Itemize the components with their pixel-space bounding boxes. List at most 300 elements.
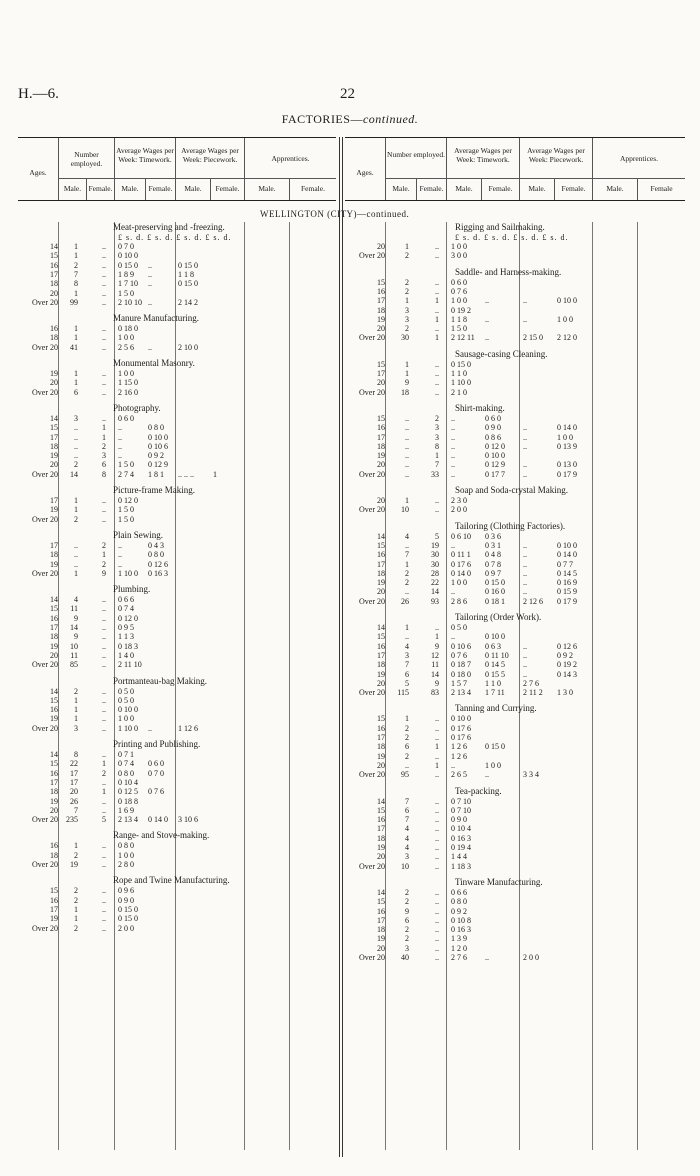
age-cell: Over 20 (32, 660, 58, 670)
female-count-cell: 1 (102, 550, 106, 560)
female-count-cell: .. (102, 886, 106, 896)
table-row (345, 724, 685, 733)
table-row (345, 251, 685, 260)
table-row (345, 242, 685, 251)
male-count-cell: 1 (74, 369, 78, 378)
timework-male-cell: 0 9 5 (118, 623, 134, 632)
female-count-cell: .. (435, 751, 439, 761)
female-count-cell: .. (102, 796, 106, 806)
age-cell: 15 (377, 714, 385, 724)
timework-male-cell: 0 7 1 (118, 750, 134, 759)
table-row (345, 324, 685, 333)
section-title: Monumental Masonry. (113, 358, 195, 368)
male-count-cell: .. (74, 451, 78, 461)
female-count-cell: .. (435, 305, 439, 315)
age-cell: 16 (50, 768, 58, 778)
timework-male-cell: 1 0 0 (451, 296, 467, 306)
piecework-male-cell: 3 3 4 (523, 770, 539, 780)
timework-male-cell: 1 10 0 (451, 378, 471, 388)
timework-male-cell: 0 12 0 (118, 613, 138, 623)
age-cell: 15 (377, 632, 385, 642)
table-row (345, 752, 685, 761)
age-cell: Over 20 (359, 770, 385, 780)
table-row (345, 496, 685, 505)
piecework-male-cell: 2 14 2 (178, 297, 198, 307)
male-count-cell: .. (405, 432, 409, 442)
timework-male-cell: 0 18 0 (118, 324, 138, 334)
section-title: Plain Sewing. (113, 529, 164, 540)
table-row (18, 251, 336, 260)
male-count-cell: 85 (70, 660, 78, 670)
male-count-cell: 20 (70, 787, 78, 797)
female-count-cell: 3 (435, 432, 439, 442)
male-count-cell: .. (405, 460, 409, 470)
male-subheader: Male. (121, 184, 139, 193)
male-count-cell: 2 (405, 568, 409, 578)
ages-header: Ages. (356, 168, 374, 177)
female-count-cell: .. (435, 251, 439, 261)
piecework-male-cell: .. (523, 650, 527, 660)
table-row (345, 423, 685, 432)
age-cell: 18 (377, 441, 385, 451)
section-title: Portmanteau-bag Making. (113, 675, 207, 686)
table-row (18, 442, 336, 451)
timework-female-cell: 0 4 3 (148, 540, 164, 550)
piecework-male-cell: .. (523, 314, 527, 324)
male-count-cell: 7 (74, 269, 78, 279)
male-count-cell: 26 (401, 596, 409, 606)
table-row (345, 834, 685, 843)
table-row (18, 750, 336, 759)
male-count-cell: .. (405, 451, 409, 461)
male-count-cell: 4 (405, 824, 409, 834)
timework-female-cell: 0 10 6 (148, 441, 168, 451)
male-count-cell: 2 (74, 850, 78, 860)
piecework-header: Average Wages per Week: Piecework. (527, 146, 585, 164)
age-cell: 19 (377, 934, 385, 944)
female-count-cell: 1 (435, 760, 439, 770)
timework-male-cell: 1 2 0 (451, 943, 467, 953)
table-row (18, 651, 336, 660)
age-cell: Over 20 (32, 387, 58, 397)
male-count-cell: 2 (74, 895, 78, 905)
timework-male-cell: .. (451, 540, 455, 550)
male-count-cell: .. (74, 559, 78, 569)
timework-male-cell: 0 17 6 (451, 723, 471, 733)
timework-female-cell: 0 12 0 (485, 441, 505, 451)
female-count-cell: .. (435, 286, 439, 296)
timework-male-cell: 0 15 0 (118, 904, 138, 914)
age-cell: 19 (377, 843, 385, 852)
age-cell: 14 (377, 531, 385, 541)
female-count-cell: .. (435, 833, 439, 843)
piecework-female-cell: 0 17 9 (557, 469, 577, 479)
timework-male-cell: 0 8 0 (451, 897, 467, 907)
table-row (345, 953, 685, 962)
female-count-cell: 8 (102, 469, 106, 479)
timework-male-cell: 0 7 10 (451, 805, 471, 815)
female-count-cell: .. (435, 277, 439, 287)
age-cell: 19 (377, 669, 385, 679)
age-cell: 19 (377, 314, 385, 324)
timework-male-cell: 0 7 6 (451, 286, 467, 296)
table-row (345, 862, 685, 871)
age-cell: 19 (50, 559, 58, 569)
timework-male-cell: 2 0 0 (118, 923, 134, 933)
female-count-cell: .. (435, 897, 439, 907)
timework-male-cell: .. (451, 423, 455, 433)
female-count-cell: .. (102, 595, 106, 605)
table-row (18, 505, 336, 514)
section-title: Soap and Soda-crystal Making. (455, 485, 568, 495)
piecework-female-cell: 0 15 9 (557, 587, 577, 597)
timework-female-cell: .. (148, 342, 152, 352)
table-row (345, 632, 685, 641)
timework-male-cell: 2 16 0 (118, 387, 138, 397)
female-count-cell: .. (102, 623, 106, 632)
piecework-female-cell: 0 17 9 (557, 596, 577, 606)
timework-female-cell: 0 10 0 (485, 451, 505, 461)
male-count-cell: 1 (74, 288, 78, 298)
timework-female-cell: 0 6 0 (148, 759, 164, 769)
age-cell: 20 (377, 760, 385, 770)
male-count-cell: 7 (74, 805, 78, 815)
timework-male-cell: 1 2 6 (451, 742, 467, 752)
age-cell: 17 (377, 915, 385, 925)
age-cell: 15 (377, 897, 385, 907)
male-count-cell: 8 (74, 279, 78, 289)
timework-male-cell: 2 11 10 (118, 660, 142, 670)
table-row (18, 778, 336, 787)
timework-male-cell: 1 7 10 (118, 279, 138, 289)
piecework-female-cell: 0 10 0 (557, 540, 577, 550)
female-count-cell: .. (102, 342, 106, 352)
timework-male-cell: 0 7 0 (118, 242, 134, 251)
male-count-cell: 7 (405, 796, 409, 806)
female-count-cell: .. (102, 242, 106, 251)
piecework-female-cell: 0 14 5 (557, 568, 577, 578)
male-count-cell: .. (74, 423, 78, 433)
age-cell: 15 (377, 413, 385, 423)
timework-male-cell: 1 0 0 (118, 333, 134, 343)
timework-male-cell: .. (118, 441, 122, 451)
piecework-female-cell: 0 7 7 (557, 559, 573, 569)
female-count-cell: .. (435, 505, 439, 515)
section-title: Tinware Manufacturing. (455, 876, 543, 887)
male-count-cell: 2 (74, 460, 78, 470)
table-row (345, 460, 685, 469)
male-count-cell: 10 (401, 505, 409, 515)
female-count-cell: .. (102, 850, 106, 860)
ages-header: Ages. (29, 168, 47, 177)
timework-male-cell: 0 16 3 (451, 925, 471, 935)
age-cell: 15 (377, 359, 385, 369)
male-count-cell: 1 (405, 623, 409, 632)
female-count-cell: 3 (102, 451, 106, 461)
female-count-cell: 1 (435, 296, 439, 306)
timework-male-cell: 2 13 4 (118, 815, 138, 825)
female-count-cell: .. (102, 378, 106, 388)
female-count-cell: .. (102, 632, 106, 642)
age-cell: 18 (50, 787, 58, 797)
section-title: Tailoring (Clothing Factories). (455, 520, 566, 531)
male-count-cell: 14 (70, 469, 78, 479)
timework-male-cell: 1 0 0 (451, 242, 467, 251)
timework-female-cell: 1 8 1 (148, 469, 164, 479)
timework-male-cell: 1 0 0 (118, 714, 134, 724)
female-count-cell: 1 (435, 333, 439, 343)
male-count-cell: 2 (405, 286, 409, 296)
female-count-cell: .. (102, 895, 106, 905)
age-cell: 17 (377, 733, 385, 742)
age-cell: 20 (50, 460, 58, 470)
timework-male-cell: 2 8 6 (451, 596, 467, 606)
female-count-cell: .. (102, 279, 106, 289)
page-series-label: H.—6. (18, 86, 59, 102)
timework-male-cell: 1 1 8 (451, 314, 467, 324)
female-count-cell: 11 (431, 660, 439, 670)
right-column-header (345, 137, 685, 201)
table-row (18, 851, 336, 860)
male-count-cell: .. (74, 550, 78, 560)
table-row (18, 860, 336, 869)
timework-male-cell: 0 6 6 (118, 595, 134, 605)
currency-units-header: £ s. d. £ s. d. £ s. d. £ s. d. (118, 233, 232, 242)
age-cell: 16 (377, 423, 385, 433)
female-count-cell: .. (102, 923, 106, 933)
male-count-cell: 17 (70, 777, 78, 787)
age-cell: 14 (50, 413, 58, 423)
timework-male-cell: 0 5 0 (451, 623, 467, 632)
male-count-cell: 3 (405, 943, 409, 953)
timework-male-cell: 0 19 4 (451, 843, 471, 852)
piecework-female-cell: 0 14 3 (557, 669, 577, 679)
male-subheader: Male. (392, 184, 410, 193)
timework-male-cell: 0 14 0 (451, 568, 471, 578)
female-subheader: Female (650, 184, 673, 193)
age-cell: 16 (377, 815, 385, 825)
age-cell: 19 (377, 578, 385, 588)
female-count-cell: .. (435, 843, 439, 852)
timework-female-cell: .. (148, 723, 152, 733)
female-count-cell: 12 (431, 650, 439, 660)
piecework-male-cell: .. (523, 641, 527, 651)
age-cell: 14 (377, 887, 385, 897)
age-cell: 20 (377, 324, 385, 334)
table-row (18, 451, 336, 460)
table-row (18, 388, 336, 397)
timework-male-cell: 0 15 0 (118, 914, 138, 924)
table-row (345, 278, 685, 287)
timework-female-cell: 0 6 3 (485, 641, 501, 651)
timework-male-cell: 2 0 0 (451, 505, 467, 515)
female-count-cell: .. (102, 387, 106, 397)
male-subheader: Male. (606, 184, 624, 193)
timework-female-cell: 1 1 0 (485, 678, 501, 688)
male-count-cell: 5 (405, 678, 409, 688)
table-row (345, 897, 685, 906)
age-cell: Over 20 (32, 297, 58, 307)
age-cell: 18 (50, 550, 58, 560)
section-title: Tanning and Currying. (455, 703, 537, 714)
table-row (18, 632, 336, 641)
table-row (345, 470, 685, 479)
female-subheader: Female. (488, 184, 513, 193)
piecework-male-cell: 1 12 6 (178, 723, 198, 733)
female-subheader: Female. (301, 184, 325, 193)
timework-female-cell: 0 12 9 (485, 460, 505, 470)
male-subheader: Male. (455, 184, 473, 193)
male-count-cell: 11 (70, 650, 78, 660)
timework-male-cell: .. (451, 760, 455, 770)
male-count-cell: 3 (74, 723, 78, 733)
age-cell: 16 (377, 641, 385, 651)
age-cell: Over 20 (359, 333, 385, 343)
timework-male-cell: 2 5 6 (118, 342, 134, 352)
section-title: Saddle- and Harness-making. (455, 266, 562, 277)
piecework-male-cell: .. (523, 441, 527, 451)
female-count-cell: .. (435, 861, 439, 871)
table-row (345, 378, 685, 387)
male-subheader: Male. (184, 184, 202, 193)
age-cell: 18 (377, 925, 385, 935)
male-count-cell: 17 (70, 768, 78, 778)
timework-female-cell: 0 8 0 (148, 550, 164, 560)
timework-male-cell: 0 10 0 (118, 251, 138, 261)
female-count-cell: .. (435, 623, 439, 632)
female-count-cell: .. (102, 695, 106, 705)
female-count-cell: 5 (435, 531, 439, 541)
table-row (18, 270, 336, 279)
female-subheader: Female. (561, 184, 586, 193)
piecework-male-cell: .. (523, 469, 527, 479)
female-count-cell: .. (102, 269, 106, 279)
timework-male-cell: 1 1 3 (118, 632, 134, 642)
table-row (18, 324, 336, 333)
table-row (345, 642, 685, 651)
timework-male-cell: 1 5 0 (118, 505, 134, 515)
female-count-cell: 8 (435, 441, 439, 451)
female-count-cell: .. (435, 852, 439, 862)
female-count-cell: 2 (102, 540, 106, 550)
male-count-cell: 1 (405, 369, 409, 378)
age-cell: Over 20 (359, 387, 385, 397)
female-count-cell: 9 (435, 678, 439, 688)
piecework-male-cell: .. (523, 568, 527, 578)
female-count-cell: .. (102, 251, 106, 261)
section-title: Tailoring (Order Work). (455, 612, 542, 622)
female-count-cell: .. (102, 413, 106, 423)
table-row (18, 279, 336, 288)
age-cell: 20 (50, 805, 58, 815)
female-count-cell: .. (102, 750, 106, 759)
timework-male-cell: 0 5 0 (118, 686, 134, 696)
male-count-cell: 22 (70, 759, 78, 769)
timework-female-cell: 0 14 5 (485, 660, 505, 670)
female-count-cell: .. (102, 860, 106, 869)
timework-male-cell: 1 0 0 (118, 850, 134, 860)
age-cell: 18 (377, 660, 385, 670)
female-count-cell: 5 (102, 815, 106, 825)
timework-male-cell: 0 9 6 (118, 886, 134, 896)
table-row (18, 787, 336, 796)
table-row (345, 660, 685, 669)
timework-header: Average Wages per Week: Timework. (454, 146, 512, 164)
timework-male-cell: 1 0 0 (451, 578, 467, 588)
timework-female-cell: 0 8 0 (148, 423, 164, 433)
table-row (345, 714, 685, 723)
male-count-cell: 2 (405, 887, 409, 897)
timework-female-cell: 0 16 3 (148, 568, 168, 578)
timework-male-cell: 1 5 0 (118, 288, 134, 298)
age-cell: Over 20 (359, 505, 385, 515)
piecework-male-cell: 0 15 0 (178, 260, 198, 270)
female-count-cell: .. (102, 514, 106, 524)
timework-male-cell: 0 6 0 (451, 277, 467, 287)
female-count-cell: .. (102, 714, 106, 724)
age-cell: 17 (377, 559, 385, 569)
male-count-cell: .. (74, 441, 78, 451)
table-row (345, 333, 685, 342)
female-count-cell: .. (435, 359, 439, 369)
timework-male-cell: .. (451, 469, 455, 479)
piecework-male-cell: .. .. .. (178, 469, 194, 479)
age-cell: Over 20 (359, 251, 385, 261)
age-cell: 14 (50, 595, 58, 605)
age-cell: Over 20 (359, 861, 385, 871)
female-count-cell: 1 (102, 432, 106, 442)
timework-male-cell: 1 2 6 (451, 751, 467, 761)
timework-male-cell: 1 5 0 (451, 324, 467, 334)
male-count-cell: .. (405, 441, 409, 451)
age-cell: 19 (377, 451, 385, 461)
timework-female-cell: 1 7 11 (485, 688, 505, 698)
age-cell: 17 (377, 650, 385, 660)
piecework-female-cell: 0 13 0 (557, 460, 577, 470)
table-row (18, 261, 336, 270)
table-row (345, 414, 685, 423)
male-count-cell: 7 (405, 660, 409, 670)
piecework-male-cell: 3 10 6 (178, 815, 198, 825)
male-count-cell: 4 (405, 843, 409, 852)
female-count-cell: 83 (431, 688, 439, 698)
male-count-cell: 18 (401, 387, 409, 397)
table-row (18, 515, 336, 524)
timework-female-cell: .. (148, 297, 152, 307)
timework-male-cell: 0 17 6 (451, 559, 471, 569)
table-row (18, 759, 336, 768)
timework-male-cell: .. (118, 451, 122, 461)
table-row (345, 797, 685, 806)
timework-female-cell: 0 18 1 (485, 596, 505, 606)
male-count-cell: 2 (405, 925, 409, 935)
piecework-female-cell: 1 0 0 (557, 314, 573, 324)
timework-female-cell: 0 10 0 (485, 632, 505, 642)
currency-units-header: £ s. d. £ s. d. £ s. d. £ s. d. (455, 233, 569, 242)
timework-female-cell: 0 8 6 (485, 432, 501, 442)
age-cell: 15 (50, 695, 58, 705)
age-cell: 20 (50, 288, 58, 298)
timework-female-cell: 0 3 6 (485, 531, 501, 541)
male-count-cell: 19 (70, 860, 78, 869)
table-row (345, 843, 685, 852)
female-subheader: Female. (215, 184, 240, 193)
piecework-female-cell: 0 14 0 (557, 423, 577, 433)
age-cell: 15 (50, 423, 58, 433)
number-employed-header: Number employed. (70, 150, 103, 168)
timework-male-cell: 0 10 6 (451, 641, 471, 651)
age-cell: 18 (50, 333, 58, 343)
